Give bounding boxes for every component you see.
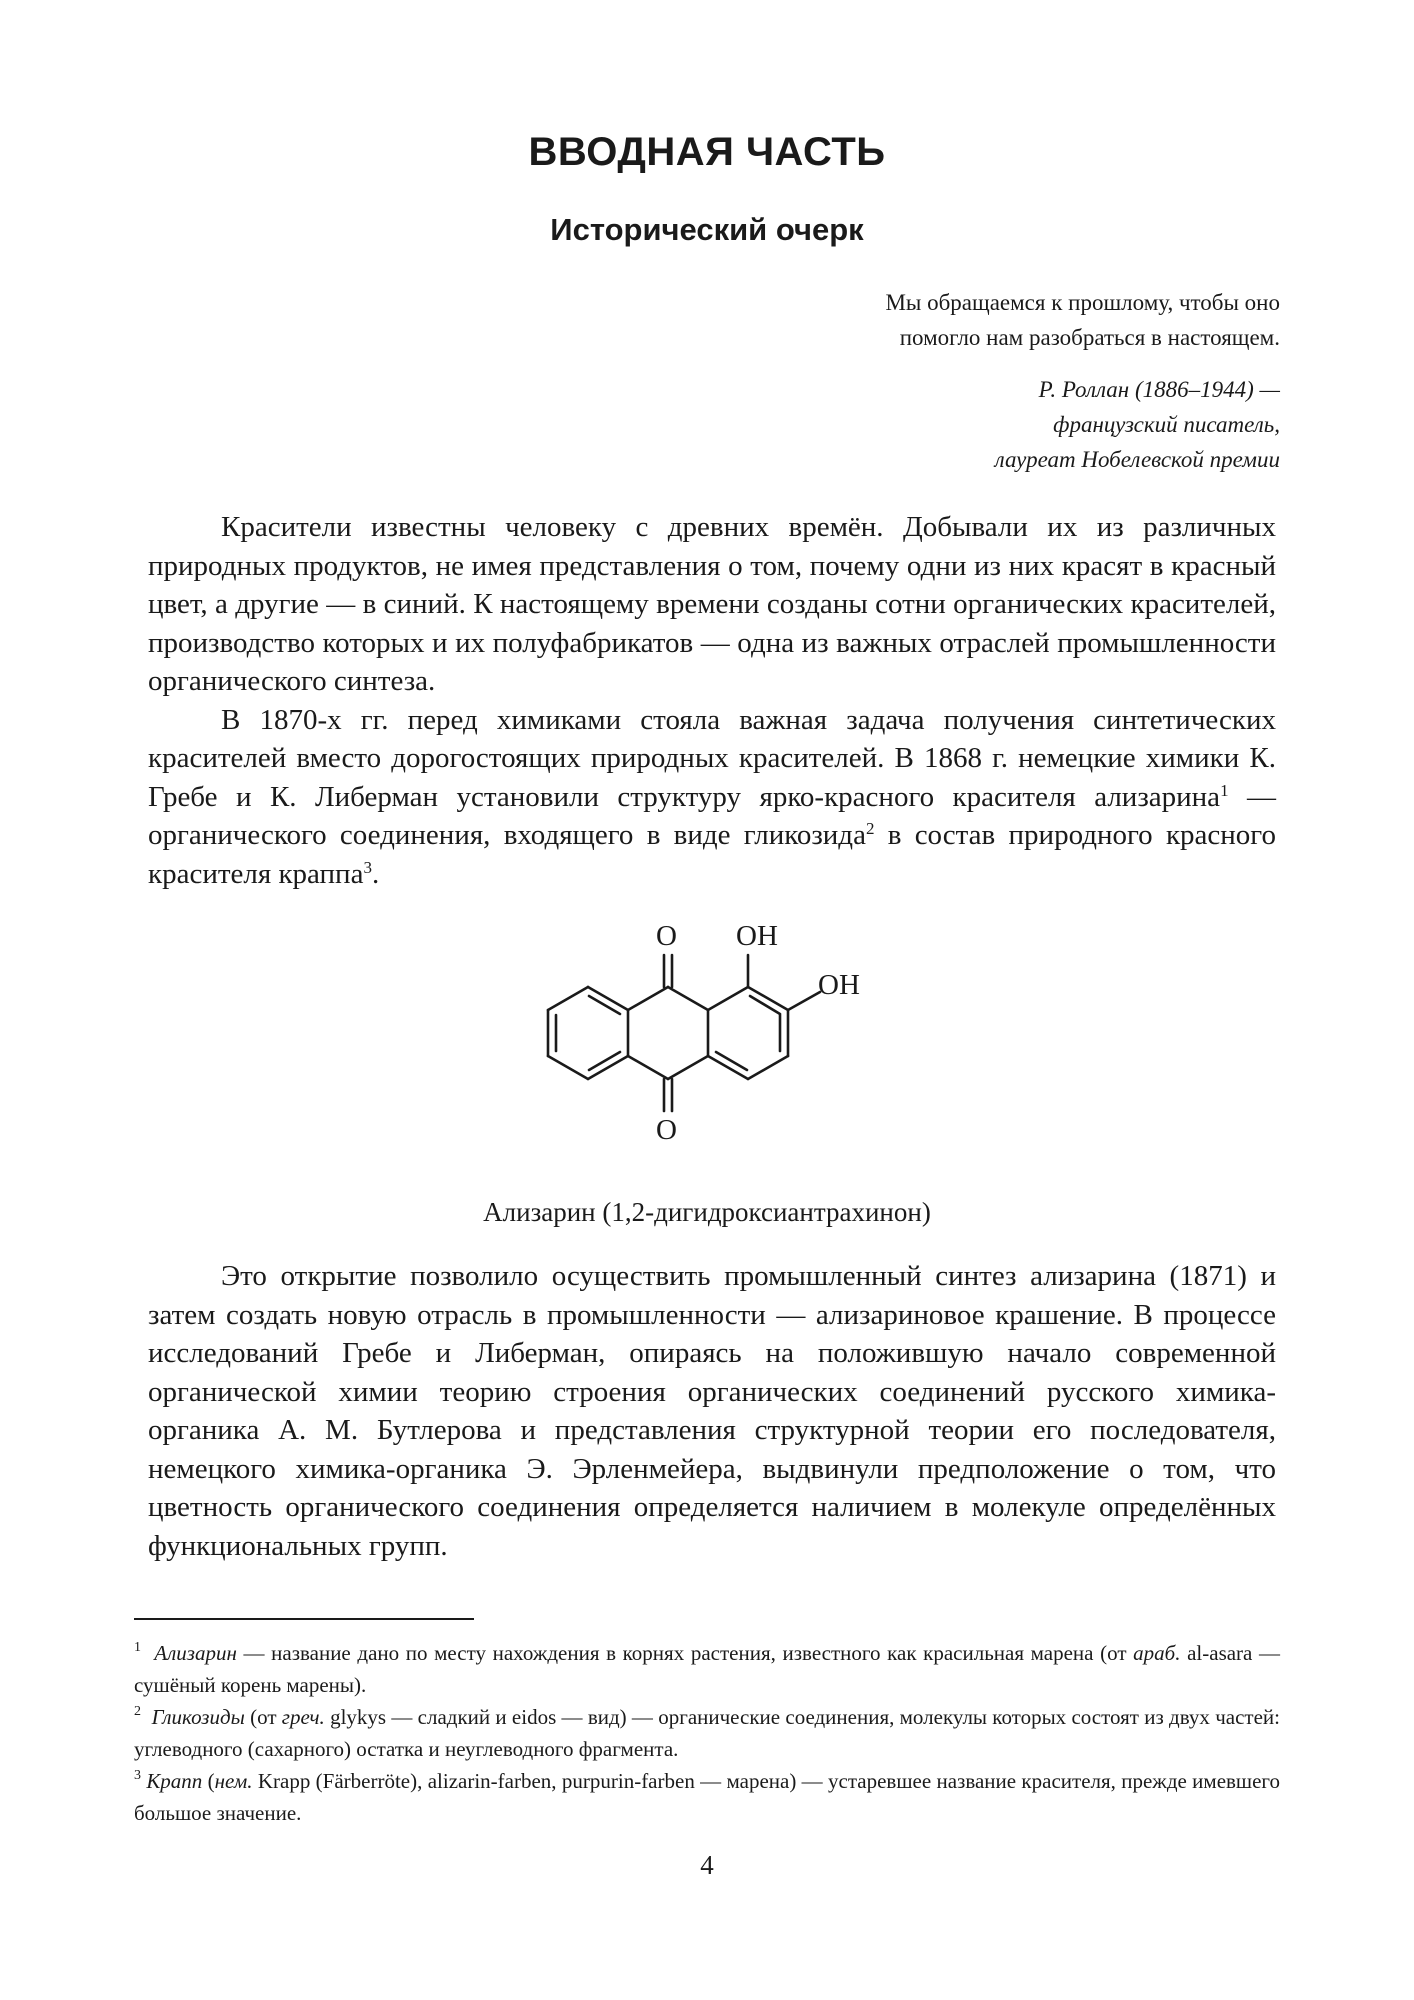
body-text-lower <box>148 1257 1276 1565</box>
bond <box>668 1056 708 1079</box>
paragraph-2 <box>148 701 1276 894</box>
attribution-line: французский писатель, <box>1053 412 1280 437</box>
footnote-term: Крапп <box>146 1769 203 1793</box>
atom-label-o-top: O <box>656 920 677 952</box>
section-subtitle: Исторический очерк <box>550 212 864 247</box>
paragraph-2-part-c: в состав природного красного красителя краппа <box>148 819 1276 890</box>
paragraph-2-part-d: . <box>371 857 380 890</box>
bond <box>748 1056 788 1079</box>
attribution-line: Р. Роллан (1886–1944) — <box>1038 377 1280 402</box>
footnote-lang: араб. <box>1133 1641 1181 1665</box>
footnote-text: ( <box>202 1769 215 1793</box>
body-text-upper <box>148 508 1276 893</box>
bond <box>589 996 620 1014</box>
footnote-3 <box>134 1765 1280 1829</box>
footnote-number: 1 <box>134 1640 141 1655</box>
footnote-divider <box>134 1618 474 1620</box>
bond <box>628 1056 668 1079</box>
paragraph-1: Красители известны человеку с древних времён. Добывали их из различных природных продуктов, не имея представления о том, почему одни из них красят в красный цвет, а другие — в синий. К настоящему времени созданы сотни органических красителей, производство которых и их полуфабрикатов — одна из важных отраслей промышленности органического синтеза. <box>148 511 1276 697</box>
bond <box>589 1052 620 1070</box>
epigraph-line: помогло нам разобраться в настоящем. <box>899 325 1280 350</box>
section-title: ВВОДНАЯ ЧАСТЬ <box>528 130 886 174</box>
paragraph-2-part-a: В 1870-х гг. перед химиками стояла важная задача получения синтетических красителей вместо дорогостоящих природных красителей. В 1868 г. немецкие химики К. Гребе и К. Либерман установили структуру ярко-красного красителя ализарина <box>148 703 1276 813</box>
paragraph-2-part-b: — органического соединения, входящего в виде гликозида <box>148 780 1277 851</box>
page-number: 4 <box>700 1850 714 1880</box>
footnote-2 <box>134 1701 1280 1765</box>
figure-caption: Ализарин (1,2-дигидроксиантрахинон) <box>483 1197 931 1227</box>
bond <box>548 987 588 1010</box>
footnote-term: Ализарин <box>154 1641 237 1665</box>
alizarin-structure-diagram <box>520 915 920 1185</box>
footnote-ref-1[interactable]: 1 <box>1220 780 1229 800</box>
footnotes <box>134 1637 1280 1829</box>
bond <box>628 987 668 1010</box>
bond <box>716 1052 747 1070</box>
bond <box>548 1056 588 1079</box>
footnote-ref-3[interactable]: 3 <box>363 857 372 877</box>
footnote-text: Krapp (Färberröte), alizarin-farben, purpurin-farben — марена) — устаревшее название красителя, прежде имевшего большое значение. <box>134 1769 1281 1825</box>
epigraph-line: Мы обращаемся к прошлому, чтобы оно <box>885 290 1280 315</box>
footnote-text: (от <box>244 1705 282 1729</box>
footnote-text: — название дано по месту нахождения в корнях растения, известного как красильная марена (от <box>236 1641 1134 1665</box>
atom-label-oh-1: OH <box>736 920 778 952</box>
footnote-number: 2 <box>134 1704 141 1719</box>
paragraph-3: Это открытие позволило осуществить промышленный синтез ализарина (1871) и затем создать новую отрасль в промышленности — ализариновое крашение. В процессе исследований Гребе и Либерман, опираясь на положившую начало современной органической химии теорию строения органических соединений русского химика-органика А. М. Бутлерова и представления структурной теории его последователя, немецкого химика-органика Э. Эрленмейера, выдвинули предположение о том, что цветность органического соединения определяется наличием в молекуле определённых функциональных групп. <box>148 1260 1276 1562</box>
bond <box>708 987 748 1010</box>
footnote-lang: греч. <box>281 1705 325 1729</box>
footnote-lang: нем. <box>214 1769 253 1793</box>
footnote-text: al-asara — сушёный корень марены). <box>134 1641 1281 1697</box>
atom-label-o-bottom: O <box>656 1114 677 1146</box>
footnote-ref-2[interactable]: 2 <box>865 819 875 838</box>
attribution-line: лауреат Нобелевской премии <box>994 447 1280 472</box>
bond <box>750 996 780 1014</box>
epigraph <box>720 285 1280 355</box>
footnote-text: glykys — сладкий и eidos — вид) — органические соединения, молекулы которых состоят из двух частей: углеводного (сахарного) остатка и неуглеводного фрагмента. <box>134 1705 1280 1761</box>
footnote-term: Гликозиды <box>151 1705 245 1729</box>
atom-label-oh-2: OH <box>818 969 860 1001</box>
bond <box>668 987 708 1010</box>
footnote-number: 3 <box>134 1768 141 1783</box>
epigraph-attribution <box>720 372 1280 477</box>
bond <box>788 992 820 1010</box>
footnote-1 <box>134 1637 1280 1701</box>
